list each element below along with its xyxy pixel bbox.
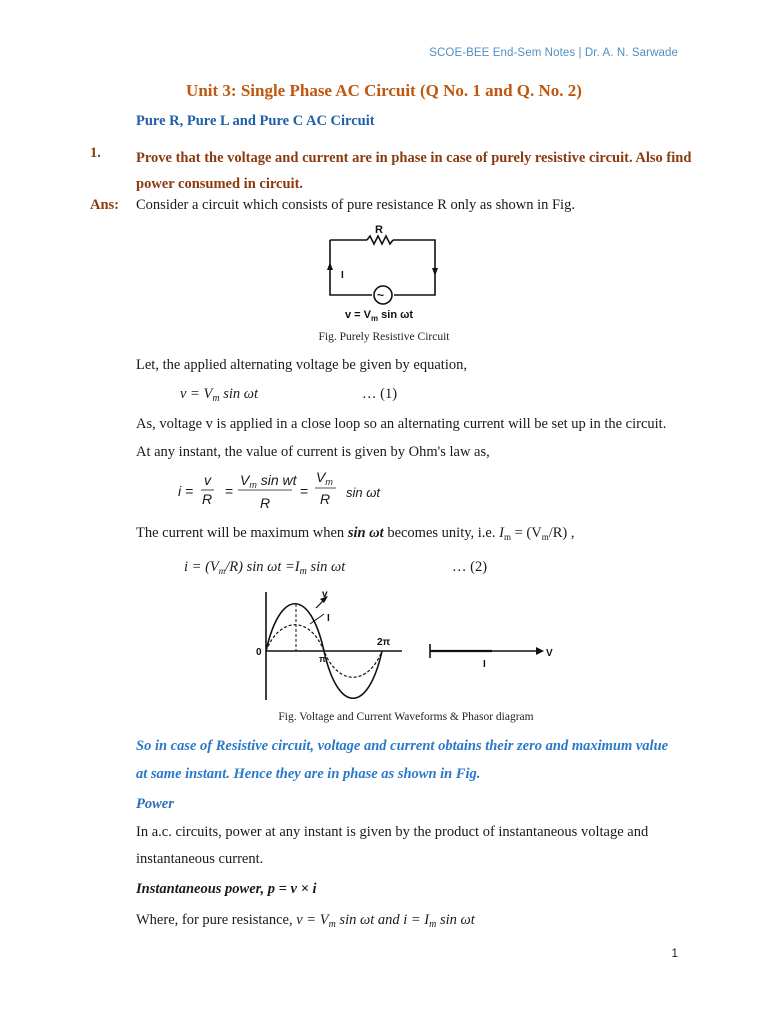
- svg-text:Vm sin wt: $V_m$ sin wt: [240, 472, 297, 490]
- para-close-loop: As, voltage v is applied in a close loop so an alternating current will be set up in the circuit.: [136, 416, 667, 432]
- para-ohms-law: At any instant, the value of current is given by Ohm's law as,: [136, 444, 490, 460]
- answer-label: Ans:: [90, 197, 120, 213]
- conclusion-line-2: at same instant. Hence they are in phase as shown in Fig.: [136, 766, 481, 782]
- current-label: I: [341, 270, 344, 281]
- power-para-line-1: In a.c. circuits, power at any instant is given by the product of instantaneous voltage and: [136, 824, 649, 840]
- page-number: 1: [671, 946, 678, 960]
- para-applied-voltage: Let, the applied alternating voltage be given by equation,: [136, 357, 467, 373]
- resistor-symbol: [367, 236, 393, 244]
- fig1-eq-sub: m: [371, 314, 379, 323]
- question-number: 1.: [90, 145, 101, 161]
- eq1-rhs: sin ωt: [219, 386, 259, 402]
- origin-label: 0: [256, 647, 262, 658]
- waveform-phasor-diagram: [250, 588, 570, 706]
- pi-label: π: [319, 654, 326, 664]
- twopi-label: 2π: [377, 637, 391, 648]
- conclusion-line-1: So in case of Resistive circuit, voltage and current obtains their zero and maximum value: [136, 738, 669, 754]
- equation-3-ref: … (2): [452, 559, 488, 575]
- svg-text:Vm: $V_m$: [316, 469, 333, 487]
- resistor-label: R: [375, 224, 383, 236]
- eq2-eq1: =: [225, 483, 234, 499]
- fig1-eq-rest: sin ωt: [378, 309, 414, 321]
- current-arrow-down: [432, 268, 438, 276]
- equation-1-ref: … (1): [362, 386, 398, 402]
- svg-text:v = Vm sin ωt: [345, 309, 413, 323]
- source-glyph: ~: [377, 288, 385, 302]
- eq2-f3-den: R: [320, 491, 331, 507]
- equation-3: $i = (V_m/R)$ $\sin \omega t =I_m$ sin ωt: [184, 559, 346, 577]
- instantaneous-power: Instantaneous power, p = v × i: [136, 881, 317, 897]
- question-text: Prove that the voltage and current are in phase in case of purely resistive circuit. Also find power consumed in circuit.: [136, 150, 692, 192]
- section-subheading: Pure R, Pure L and Pure C AC Circuit: [136, 113, 375, 129]
- answer-intro: Consider a circuit which consists of pure resistance R only as shown in Fig.: [136, 197, 575, 213]
- where-line: Where, for pure resistance, $v = V_m$ sin ωt and $i = I_m$ sin ωt: [136, 912, 475, 930]
- wave-i-label: I: [327, 613, 330, 624]
- equation-1: [180, 386, 258, 404]
- fig1-eq-v: v = V: [345, 309, 371, 321]
- phasor-i-label: I: [483, 659, 486, 670]
- eq1-sub: m: [212, 393, 220, 404]
- eq2-f2-den: R: [260, 495, 271, 511]
- page-header: SCOE-BEE End-Sem Notes | Dr. A. N. Sarwade: [429, 47, 678, 59]
- eq2-eq2: =: [300, 483, 309, 499]
- para-maximum-current: The current will be maximum when sin ωt becomes unity, i.e. $I_m = (V_m/R)$ ,: [136, 525, 575, 542]
- eq1-lhs: v = V: [180, 386, 213, 402]
- fig2-caption: Fig. Voltage and Current Waveforms & Phasor diagram: [278, 711, 534, 723]
- phasor-v-label: V: [546, 648, 553, 659]
- wave-v-label: v: [322, 589, 328, 600]
- fig1-caption: Fig. Purely Resistive Circuit: [318, 331, 450, 343]
- current-arrow-up: [327, 262, 333, 270]
- eq2-f1-num: v: [204, 472, 211, 488]
- phasor-arrowhead: [536, 647, 544, 655]
- unit-title: Unit 3: Single Phase AC Circuit (Q No. 1 and Q. No. 2): [186, 81, 582, 100]
- equation-2: [170, 466, 410, 516]
- power-para-line-2: instantaneous current.: [136, 851, 264, 867]
- power-heading: Power: [136, 796, 174, 812]
- i-pointer: [310, 614, 324, 624]
- resistive-circuit-diagram: [315, 220, 455, 330]
- eq2-tail: sin ωt: [346, 485, 380, 500]
- eq2-f1-den: R: [202, 491, 213, 507]
- eq2-i: i =: [178, 483, 194, 499]
